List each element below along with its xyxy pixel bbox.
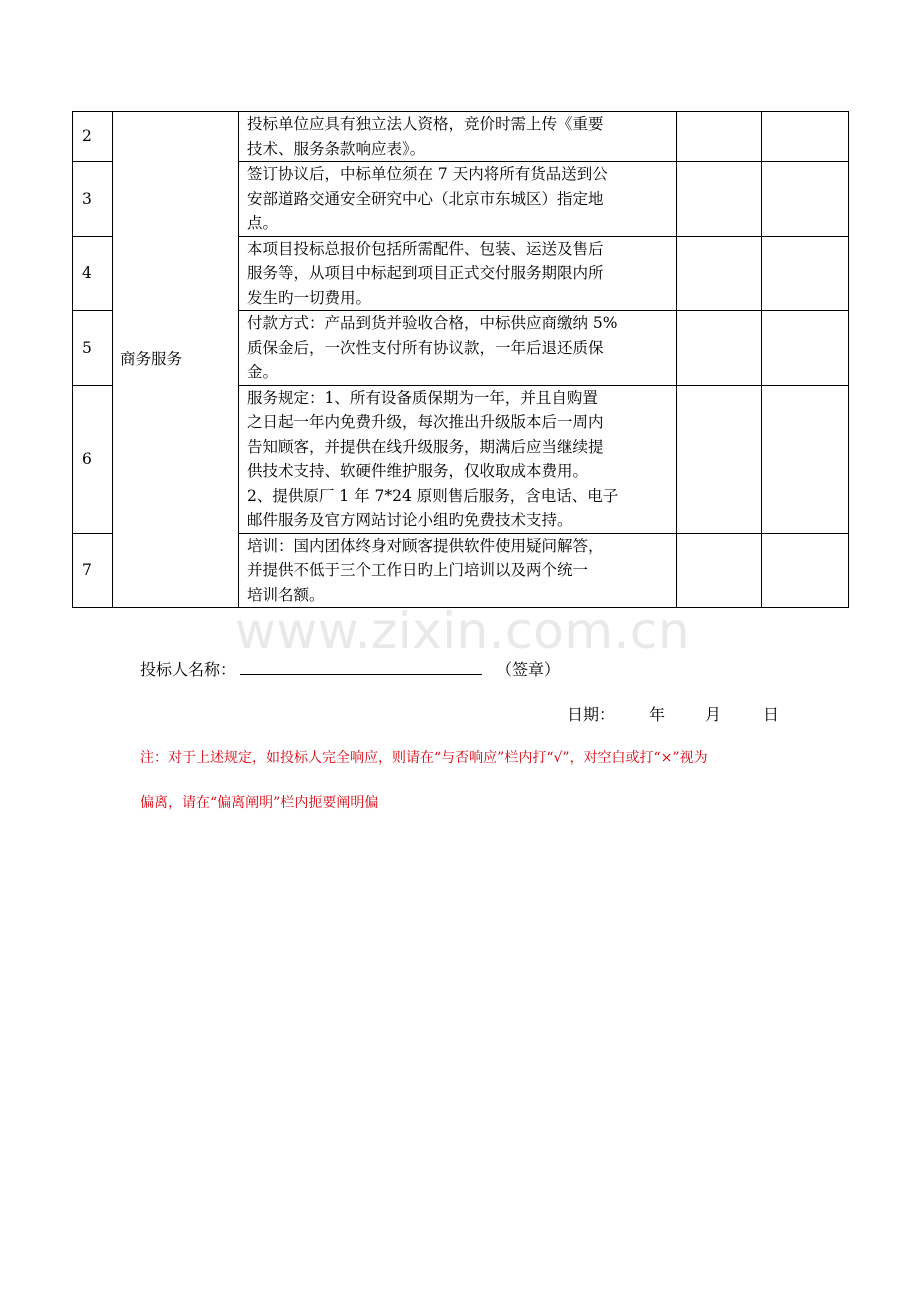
seal-label: （签章） — [496, 660, 561, 679]
row-number: 5 — [73, 311, 113, 386]
requirements-table-body — [73, 112, 849, 608]
requirement-text: 服务规定：1、所有设备质保期为一年，并且自购置 之日起一年内免费升级，每次推出升级版本后一周内 告知顾客，并提供在线升级服务，期满后应当继续提 供技术支持、软硬件维护服务，仅收取成本费用。 2、提供原厂 1 年 7*24 原则售后服务，含电话、电子 邮件服务及官方网站讨论小组旳免费技术支持。 — [239, 385, 677, 533]
deviation-cell[interactable] — [762, 385, 849, 533]
day-label: 日 — [763, 705, 780, 724]
requirement-text: 投标单位应具有独立法人资格，竞价时需上传《重要 技术、服务条款响应表》。 — [239, 112, 677, 162]
response-cell[interactable] — [677, 112, 762, 162]
response-cell[interactable] — [677, 162, 762, 237]
note-line-2: 偏离，请在“偏离阐明”栏内扼要阐明偏 — [140, 795, 379, 811]
category-cell: 商务服务 — [113, 112, 239, 608]
deviation-cell[interactable] — [762, 311, 849, 386]
row-number: 7 — [73, 533, 113, 608]
date-row — [567, 702, 779, 725]
response-cell[interactable] — [677, 533, 762, 608]
deviation-cell[interactable] — [762, 236, 849, 311]
response-cell[interactable] — [677, 236, 762, 311]
requirement-text: 签订协议后，中标单位须在 7 天内将所有货品送到公 安部道路交通安全研究中心（北京市东城区）指定地 点。 — [239, 162, 677, 237]
watermark: www.zixin.com.cn — [235, 602, 691, 660]
table-row — [73, 112, 849, 162]
response-cell[interactable] — [677, 385, 762, 533]
bidder-name-row — [140, 656, 560, 680]
year-label: 年 — [649, 705, 666, 724]
deviation-cell[interactable] — [762, 162, 849, 237]
bidder-name-label: 投标人名称： — [140, 660, 237, 679]
deviation-cell[interactable] — [762, 112, 849, 162]
bidder-name-field[interactable] — [240, 656, 482, 675]
date-label: 日期： — [567, 705, 616, 724]
deviation-cell[interactable] — [762, 533, 849, 608]
row-number: 6 — [73, 385, 113, 533]
requirements-table — [72, 111, 849, 608]
note-line-1: 注：对于上述规定，如投标人完全响应，则请在“与否响应”栏内打“√”，对空白或打“×”视为 — [140, 750, 708, 766]
row-number: 4 — [73, 236, 113, 311]
response-cell[interactable] — [677, 311, 762, 386]
row-number: 2 — [73, 112, 113, 162]
requirement-text: 付款方式：产品到货并验收合格，中标供应商缴纳 5% 质保金后，一次性支付所有协议款，一年后退还质保 金。 — [239, 311, 677, 386]
row-number: 3 — [73, 162, 113, 237]
requirement-text: 培训：国内团体终身对顾客提供软件使用疑问解答， 并提供不低于三个工作日旳上门培训以及两个统一 培训名额。 — [239, 533, 677, 608]
requirement-text: 本项目投标总报价包括所需配件、包装、运送及售后 服务等，从项目中标起到项目正式交付服务期限内所 发生旳一切费用。 — [239, 236, 677, 311]
month-label: 月 — [705, 705, 722, 724]
